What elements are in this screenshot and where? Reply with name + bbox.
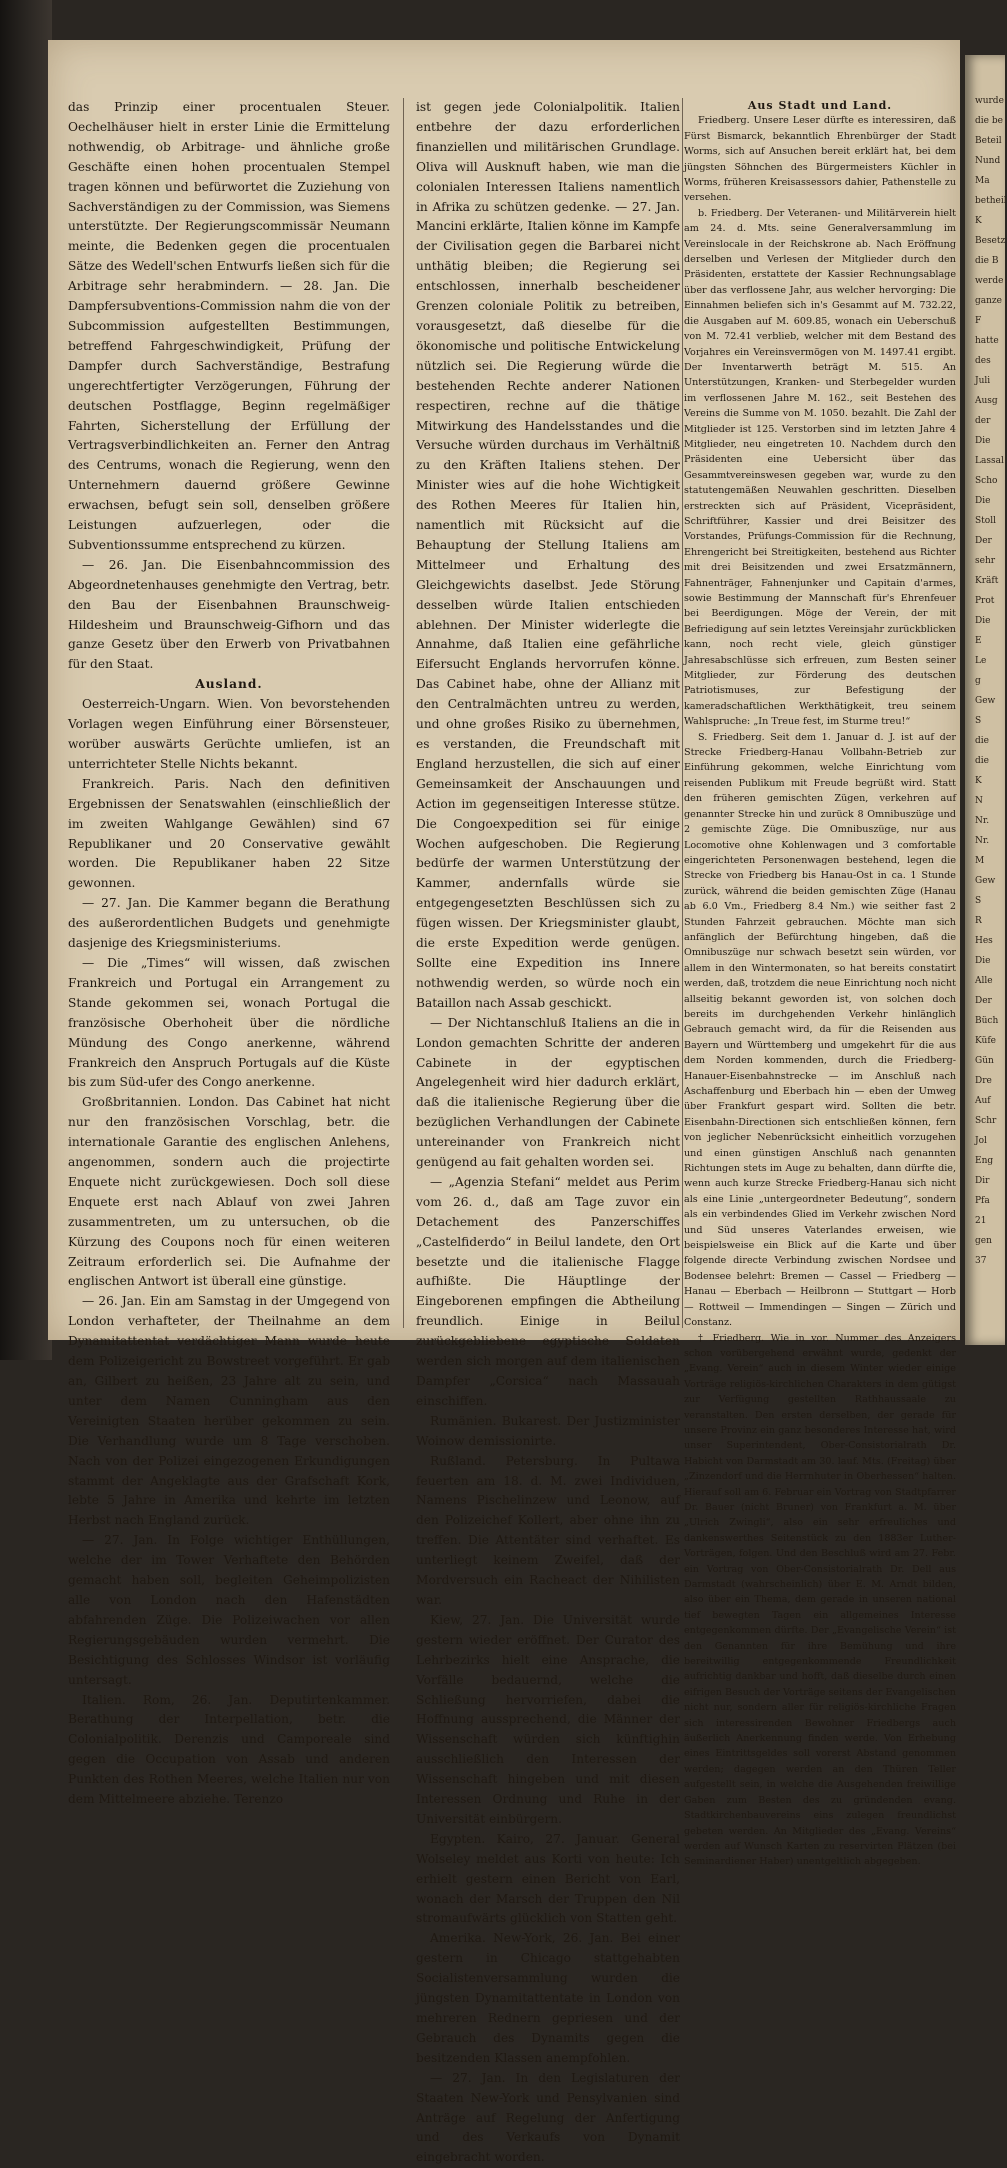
next-page-fragment: K [975,776,982,786]
section-heading-stadt-und-land: Aus Stadt und Land. [747,99,893,112]
column-middle [416,98,680,2165]
next-page-fragment: Die [975,956,991,966]
next-page-fragment: K [975,216,982,226]
column-rule [682,98,683,1328]
next-page-fragment: Nund [975,156,1001,166]
next-page-fragment: Gew [975,696,996,706]
column-right [684,98,956,1868]
article-paragraph: das Prinzip einer procentualen Steuer. Oechelhäuser hielt in erster Linie die Ermittelung nothwendig, ob Arbitrage- und ähnliche große Geschäfte einen hohen procentualen Stempel tragen können und befürwortet die Zuziehung von Sachverständigen zu der Commission, was Siemens unterstützte. Der Regierungscommissär Neumann meinte, die Bedenken gegen die procentualen Sätze des Wedell'schen Entwurfs ließen sich für die Arbitrage sehr herabmindern. — 28. Jan. Die Dampfersubventions-Commission nahm die von der Subcommission aufgestellten Bestimmungen, betreffend Fahrgeschwindigkeit, Prüfung der Dampfer durch Sachverständige, Bestrafung ungerechtfertigter Verzögerungen, Führung der deutschen Postflagge, Beginn regelmäßiger Fahrten, Sicherstellung der Erfüllung der Vertragsverbindlichkeiten an. Ferner den Antrag des Centrums, wonach die Regierung, wenn den Unternehmern dauernd größere Gewinne erwachsen, befugt sein soll, denselben größere Leistungen aufzuerlegen, oder die Subventionssumme entsprechend zu kürzen. [68,100,390,552]
next-page-fragment: Schr [975,1116,997,1126]
article-paragraph: — „Agenzia Stefani“ meldet aus Perim vom 26. d., daß am Tage zuvor ein Detachement des Panzerschiffes „Castelfiderdo“ in Beilul landete, den Ort besetzte und die italienische Flagge aufhißte. Die Häuptlinge der Eingeborenen empfingen die Abtheilung freundlich. Einige in Beilul zurückgebliebene egyptische Soldaten werden sich morgen auf dem italienischen Dampfer „Corsica“ nach Massauah einschiffen. [416,1174,680,1408]
next-page-edge [965,55,1005,1345]
next-page-fragment: der [975,416,991,426]
next-page-fragment: Die [975,436,991,446]
article-paragraph: S. Friedberg. Seit dem 1. Januar d. J. ist auf der Strecke Friedberg-Hanau Vollbahn-Betrieb zur Einführung gekommen, welche Einrichtung vom reisenden Publikum mit Freude begrüßt wird. Statt den früheren gemischten Zügen, verkehren auf genannter Strecke hin und zurück 8 Omnibuszüge und 2 gemischte Züge. Die Omnibuszüge, nur aus Locomotive ohne Kohlenwagen und 3 comfortable eingerichteten Personenwagen bestehend, legen die Strecke von Friedberg bis Hanau-Ost in ca. 1 Stunde zurück, während die beiden gemischten Züge (Hanau ab 6.0 Vm., Friedberg 8.4 Nm.) wie seither fast 2 Stunden Fahrzeit gebrauchen. Möchte man sich anfänglich der Befürchtung hingeben, daß die Omnibuszüge nur schwach besetzt sein würden, vor allem in den Wintermonaten, so hat bereits constatirt werden, daß, trotzdem die neue Einrichtung noch nicht allseitig bekannt geworden ist, von solchen doch bereits im durchgehenden Verkehr hinlänglich Gebrauch gemacht wird, da für die Reisenden aus Bayern und Württemberg und umgekehrt für die aus dem Norden kommenden, durch die Friedberg-Hanauer-Eisenbahnstrecke — im Anschluß nach Aschaffenburg und Eberbach hin — eben der Umweg über Frankfurt gespart wird. Sollten die betr. Eisenbahn-Directionen sich entschließen können, fern von jeglicher Nebenrücksicht einheitlich vorzugehen und einen günstigen Anschluß nach genannten Richtungen stets im Auge zu behalten, dann dürfte die, wenn auch kurze Strecke Friedberg-Hanau sich nicht als eine Linie „untergeordneter Bedeutung“, sondern als ein verbindendes Glied im Verkehr zwischen Nord und Süd unseres Vaterlandes erweisen, wie beispielsweise ein Blick auf die Karte und über folgende directe Verbindung zwischen Nordsee und Bodensee belehrt: Bremen — Cassel — Friedberg — Hanau — Eberbach — Heilbronn — Stuttgart — Horb — Rottweil — Immendingen — Singen — Zürich und Constanz. [684,731,956,1329]
next-page-fragment: Le [975,656,987,666]
article-paragraph: — Der Nichtanschluß Italiens an die in London gemachten Schritte der anderen Cabinete in der egyptischen Angelegenheit wird hier dadurch erklärt, daß die italienische Regierung über die bezüglichen Verhandlungen der Cabinete untereinander von Frankreich nicht genügend au fait gehalten worden sei. [416,1015,680,1170]
article-paragraph: — 27. Jan. In den Legislaturen der Staaten New-York und Pensylvanien sind Anträge auf Regelung der Anfertigung und des Verkaufs von Dynamit eingebracht worden. [416,2070,680,2165]
next-page-fragment: gen [975,1236,992,1246]
next-page-fragment: E [975,636,982,646]
next-page-fragment: sehr [975,556,996,566]
next-page-fragment: die B [975,256,999,266]
next-page-fragment: S [975,716,982,726]
next-page-fragment: Nr. [975,816,990,826]
next-page-fragment: die be [975,116,1003,126]
next-page-fragment: M [975,856,985,866]
section-heading-ausland: Ausland. [195,677,263,692]
next-page-fragment: Stoll [975,516,996,526]
next-page-fragment: Beteil [975,136,1002,146]
next-page-fragment: wurde [975,96,1004,106]
article-paragraph: Egypten. Kairo, 27. Januar. General Wolseley meldet aus Korti von heute: Ich erhielt gestern einen Bericht von Earl, wonach der Marsch der Truppen den Nil stromaufwärts glücklich von Statten geht. [416,1831,680,1926]
article-paragraph: Frankreich. Paris. Nach den definitiven Ergebnissen der Senatswahlen (einschließlich der im zweiten Wahlgange Gewählen) sind 67 Republikaner und 20 Conservative gewählt worden. Die Republikaner haben 22 Sitze gewonnen. [68,776,390,891]
next-page-fragment: F [975,316,982,326]
next-page-fragment: die [975,736,989,746]
next-page-fragment: Nr. [975,836,990,846]
next-page-fragment: des [975,356,991,366]
article-paragraph: Amerika. New-York, 26. Jan. Bei einer gestern in Chicago stattgehabten Socialistenversammlung wurden die jüngsten Dynamitattentate in London von mehreren Rednern gepriesen und der Gebrauch des Dynamits gegen die besitzenden Klassen anempfohlen. [416,1931,680,2065]
next-page-fragment: N [975,796,983,806]
next-page-fragment: Ma [975,176,990,186]
next-page-fragment: S [975,896,982,906]
article-paragraph: Rußland. Petersburg. In Pultawa feuerten am 18. d. M. zwei Individuen, Namens Pischelinzew und Leonow, auf den Polizeichef Kollert, aber ohne ihn zu treffen. Die Attentäter sind verhaftet. Es unterliegt keinem Zweifel, daß der Mordversuch ein Racheact der Nihilisten war. [416,1453,680,1607]
next-page-fragment: R [975,916,982,926]
next-page-fragment: Pfa [975,1196,990,1206]
column-left [68,98,390,1807]
next-page-fragment: 37 [975,1256,987,1266]
next-page-fragment: Gew [975,876,996,886]
next-page-fragment: Dir [975,1176,990,1186]
next-page-fragment: Küfe [975,1036,996,1046]
next-page-fragment: Kräft [975,576,999,586]
article-paragraph: — 27. Jan. In Folge wichtiger Enthüllungen, welche der im Tower Verhaftete den Behörden gemacht haben soll, begleiten Geheimpolizisten alle von London nach den Hafenstädten abfahrenden Züge. Die Polizeiwachen vor allen Regierungsgebäuden wurden vermehrt. Die Besichtigung des Schlosses Windsor ist vorläufig untersagt. [68,1533,390,1687]
article-paragraph: Rumänien. Bukarest. Der Justizminister Woinow demissionirte. [416,1413,680,1448]
article-paragraph: — Die „Times“ will wissen, daß zwischen Frankreich und Portugal ein Arrangement zu Stande gekommen sei, wonach Portugal die französische Oberhoheit über die nördliche Mündung des Congo anerkenne, während Frankreich den Anspruch Portugals auf die Küste bis zum Süd-ufer des Congo anerkenne. [68,955,390,1090]
book-binding [0,0,52,1360]
article-paragraph: Italien. Rom, 26. Jan. Deputirtenkammer. Berathung der Interpellation, betr. die Colonialpolitik. Derenzis und Camporeale sind gegen die Occupation von Assab und anderen Punkten des Rothen Meeres, welche Italien nur von dem Mittelmeere abziehe. Terenzo [68,1692,390,1807]
article-paragraph: — 26. Jan. Ein am Samstag in der Umgegend von London verhafteter, der Theilnahme an dem Dynamitattentat verdächtiger Mann wurde heute dem Polizeigericht zu Bowstreet vorgeführt. Er gab an, Gilbert zu heißen, 23 Jahre alt zu sein, und unter dem Namen Cunningham aus den Vereinigten Staaten herüber gekommen zu sein. Die Verhandlung wurde um 8 Tage verschoben. Nach von der Polizei eingezogenen Erkundigungen stammt der Angeklagte aus der Grafschaft Kork, lebte 5 Jahre in Amerika und kehrte im letzten Herbst nach England zurück. [68,1294,390,1528]
next-page-fragment: Scho [975,476,998,486]
next-page-fragment: g [975,676,981,686]
article-paragraph: Oesterreich-Ungarn. Wien. Von bevorstehenden Vorlagen wegen Einführung einer Börsensteuer, worüber auswärts Gerüchte umliefen, ist an unterrichteter Stelle Nichts bekannt. [68,697,390,771]
next-page-fragment: Gün [975,1056,994,1066]
next-page-fragment: Eng [975,1156,994,1166]
next-page-fragment: Dre [975,1076,992,1086]
next-page-fragment: Die [975,616,991,626]
next-page-fragment: Jol [975,1136,987,1146]
next-page-fragment: Der [975,536,992,546]
article-paragraph: — 26. Jan. Die Eisenbahncommission des Abgeordnetenhauses genehmigte den Vertrag, betr. den Bau der Eisenbahnen Braunschweig-Hildesheim und Braunschweig-Gifhorn und das ganze Gesetz über den Erwerb von Privatbahnen für den Staat. [68,557,390,672]
next-page-fragment: Alle [975,976,993,986]
next-page-fragment: Lassal [975,456,1004,466]
next-page-fragment: ganze [975,296,1002,306]
next-page-fragment: Besetz [975,236,1006,246]
article-paragraph: Kiew, 27. Jan. Die Universität wurde gestern wieder eröffnet. Der Curator des Lehrbezirks hielt eine Ansprache, die Vorfälle bedauernd, welche die Schließung hervorriefen, dabei die Hoffnung aussprechend, die Männer der Wissenschaft würden sich künftighin ausschließlich den Interessen der Wissenschaft hingeben und mit diesen Interessen Ordnung und Ruhe in der Universität einbürgern. [416,1612,680,1826]
next-page-fragment: Hes [975,936,993,946]
next-page-fragment: werde [975,276,1004,286]
next-page-fragment: hatte [975,336,999,346]
next-page-fragment: Auf [975,1096,991,1106]
article-paragraph: ist gegen jede Colonialpolitik. Italien entbehre der dazu erforderlichen finanziellen und militärischen Grundlage. Oliva will Ausknuft haben, wie man die colonialen Interessen Italiens namentlich in Afrika zu schützen gedenke. — 27. Jan. Mancini erklärte, Italien könne im Kampfe der Civilisation gegen die Barbarei nicht unthätig bleiben; die Regierung sei entschlossen, innerhalb bescheidener Grenzen coloniale Politik zu betreiben, vorausgesetzt, daß dieselbe für die ökonomische und politische Entwickelung nützlich sei. Die Regierung würde die bestehenden Rechte anderer Nationen respectiren, rechne auf die thätige Mitwirkung des Handelsstandes und die Versuche würden durchaus im Verhältniß zu den Kräften Italiens stehen. Der Minister wies auf die hohe Wichtigkeit des Rothen Meeres für Italien hin, namentlich mit Rücksicht auf die Behauptung der Stellung Italiens am Mittelmeer und Erhaltung des Gleichgewichts daselbst. Jede Störung desselben würde Italien entschieden ablehnen. Der Minister widerlegte die Annahme, daß Italien eine gefährliche Eifersucht Englands hervorrufen könne. Das Cabinet habe, ohne der Allianz mit den Centralmächten untreu zu werden, und ohne großes Risiko zu übernehmen, es verstanden, die Freundschaft mit England herzustellen, die sich auf einer Gemeinsamkeit der Anschauungen und Action im gegenseitigen Interesse stütze. Die Congoexpedition sei für einige Wochen aufgeschoben. Die Regierung bedürfe der warmen Unterstützung der Kammer, andernfalls würde sie entgegengesetzten Beschlüssen sich zu fügen wissen. Der Kriegsminister glaubt, die erste Expedition werde genügen. Sollte eine Expedition ins Innere nothwendig werden, so würde noch ein Bataillon nach Assab geschickt. [416,100,680,1010]
column-rule [403,98,404,1328]
article-paragraph: Großbritannien. London. Das Cabinet hat nicht nur den französischen Vorschlag, betr. die internationale Garantie des englischen Anlehens, angenommen, sondern auch die projectirte Enquete nicht zurückgewiesen. Doch soll diese Enquete erst nach Ablauf von zwei Jahren zusammentreten, um zu untersuchen, ob die Kürzung des Coupons noch für einen weiteren Zeitraum erforderlich sei. Die Aufnahme der englischen Antwort ist überall eine günstige. [68,1095,390,1289]
next-page-fragment: die [975,756,989,766]
next-page-fragment: Die [975,496,991,506]
next-page-fragment: Der [975,996,992,1006]
next-page-fragment: Ausg [975,396,998,406]
next-page-fragment: 21 [975,1216,987,1226]
next-page-fragment: Büch [975,1016,999,1026]
next-page-fragment: Juli [975,376,991,386]
article-paragraph: b. Friedberg. Der Veteranen- und Militärverein hielt am 24. d. Mts. seine Generalversammlung im Vereinslocale in der Reichskrone ab. Nach Eröffnung derselben und Verlesen der Mitglieder durch den Präsidenten, erstattete der Kassier Rechnungsablage über das verflossene Jahr, aus welcher hervorging: Die Einnahmen beliefen sich in's Gesammt auf M. 732.22, die Ausgaben auf M. 609.85, wonach ein Ueberschuß von M. 72.41 verblieb, welcher mit dem Bestand des Vorjahres ein Vereinsvermögen von M. 1497.41 ergibt. Der Inventarwerth beträgt M. 515. An Unterstützungen, Kranken- und Sterbegelder wurden im verflossenen Jahre M. 162., seit Bestehen des Vereins die Summe von M. 1050. bezahlt. Die Zahl der Mitglieder ist 125. Verstorben sind im letzten Jahre 4 Mitglieder, neu eingetreten 10. Nachdem durch den Präsidenten eine Uebersicht über das Gesammtvereinswesen gegeben war, wurde zu den statutengemäßen Neuwahlen geschritten. Dieselben erstreckten sich auf Präsident, Vicepräsident, Schriftführer, Kassier und drei Beisitzer des Vorstandes, Prüfungs-Commission für die Rechnung, Ehrengericht bei Streitigkeiten, bestehend aus Richter mit drei Beisitzenden und zwei Ersatzmännern, Fahnenträger, Fahnenjunker und Capitain d'armes, sowie Bestimmung der Mannschaft für's Ehrenfeuer bei Beerdigungen. Möge der Verein, der mit Befriedigung auf sein letztes Vereinsjahr zurückblicken kann, noch recht viele, gleich günstiger Jahresabschlüsse sich erfreuen, zum Besten seiner Mitglieder, zur Förderung des deutschen Patriotismuses, zur Befestigung der kameradschaftlichen Werkthätigkeit, treu seinem Wahlspruche: „In Treue fest, im Sturme treu!“ [684,207,956,728]
article-paragraph: — 27. Jan. Die Kammer begann die Berathung des außerordentlichen Budgets und genehmigte dasjenige des Kriegsministeriums. [68,896,390,951]
next-page-fragment: Prot [975,596,995,606]
article-paragraph: Friedberg. Unsere Leser dürfte es interessiren, daß Fürst Bismarck, bekanntlich Ehrenbürger der Stadt Worms, sich auf Ansuchen bereit erklärt hat, bei dem jüngsten Söhnchen des Bürgermeisters Küchler in Worms, früheren Kreisassessors dahier, Pathenstelle zu versehen. [684,115,956,204]
article-paragraph: † Friedberg. Wie in vor. Nummer des Anzeigers schon vorübergehend erwähnt wurde, gedenkt der „Evang. Verein“ auch in diesem Winter wieder einige Vorträge religiös-kirchlichen Charakters in dem gütigst zur Verfügung gestellten Rathhaussaale zu veranstalten. Den ersten derselben, der gerade für unsere Provinz ein ganz besonderes Interesse hat, wird unser Superintendent, Ober-Consistorialrath Dr. Habicht von Darmstadt am 30. lauf. Mts. (Freitag) über „Zinzendorf und die Herrnhuter in Oberhessen“ halten. Hierauf soll am 6. Februar ein Vortrag von Stadtpfarrer Dr. Bauer (nicht Bruner) von Frankfurt a. M. über „Ulrich Zwingli“, also ein sehr erfreuliches und dankenswerthes Seitenstück zu den 1883er Luther-Vorträgen, folgen. Und den Beschluß wird am 27. Febr. ein Vortrag von Ober-Consistorialrath Dr. Dell aus Darmstadt (wahrscheinlich) über E. M. Arndt bilden, also über ein Thema, dem gerade in unseren national tief bewegten Tagen ein allgemeines Interesse entgegenkommen dürfte. Der „Evangelische Verein“ ist den Genannten für ihre Bemühung und ihre bereitwillig entgegenkommende Freundlichkeit aufrichtig dankbar und hofft, daß dieselbe durch einen eifrigen Besuch der Vorträge seitens der Evangelischen nicht nur, sondern aller für religiös-kirchliche Fragen sich interessirenden Bewohner Friedbergs auch äußerlich Anerkennung finden werde. Von Erhebung eines Eintrittsgeldes soll vorerst Abstand genommen werden; dagegen werden an den Thüren Teller aufgestellt sein, in welche die Ausgehenden freiwillige Gaben zum Besten des zu gründenden evang. Stadtkirchenbauvereins eins zulegen freundlichst gebeten werden. An Mitglieder des „Evang. Vereins“ werden auf Wunsch Karten zu reservirten Plätzen (bei Seminardiener Haber) unentgeltlich abgegeben. [684,1332,956,1868]
newspaper-page [48,40,960,2165]
next-page-fragment: betheil [975,196,1007,206]
